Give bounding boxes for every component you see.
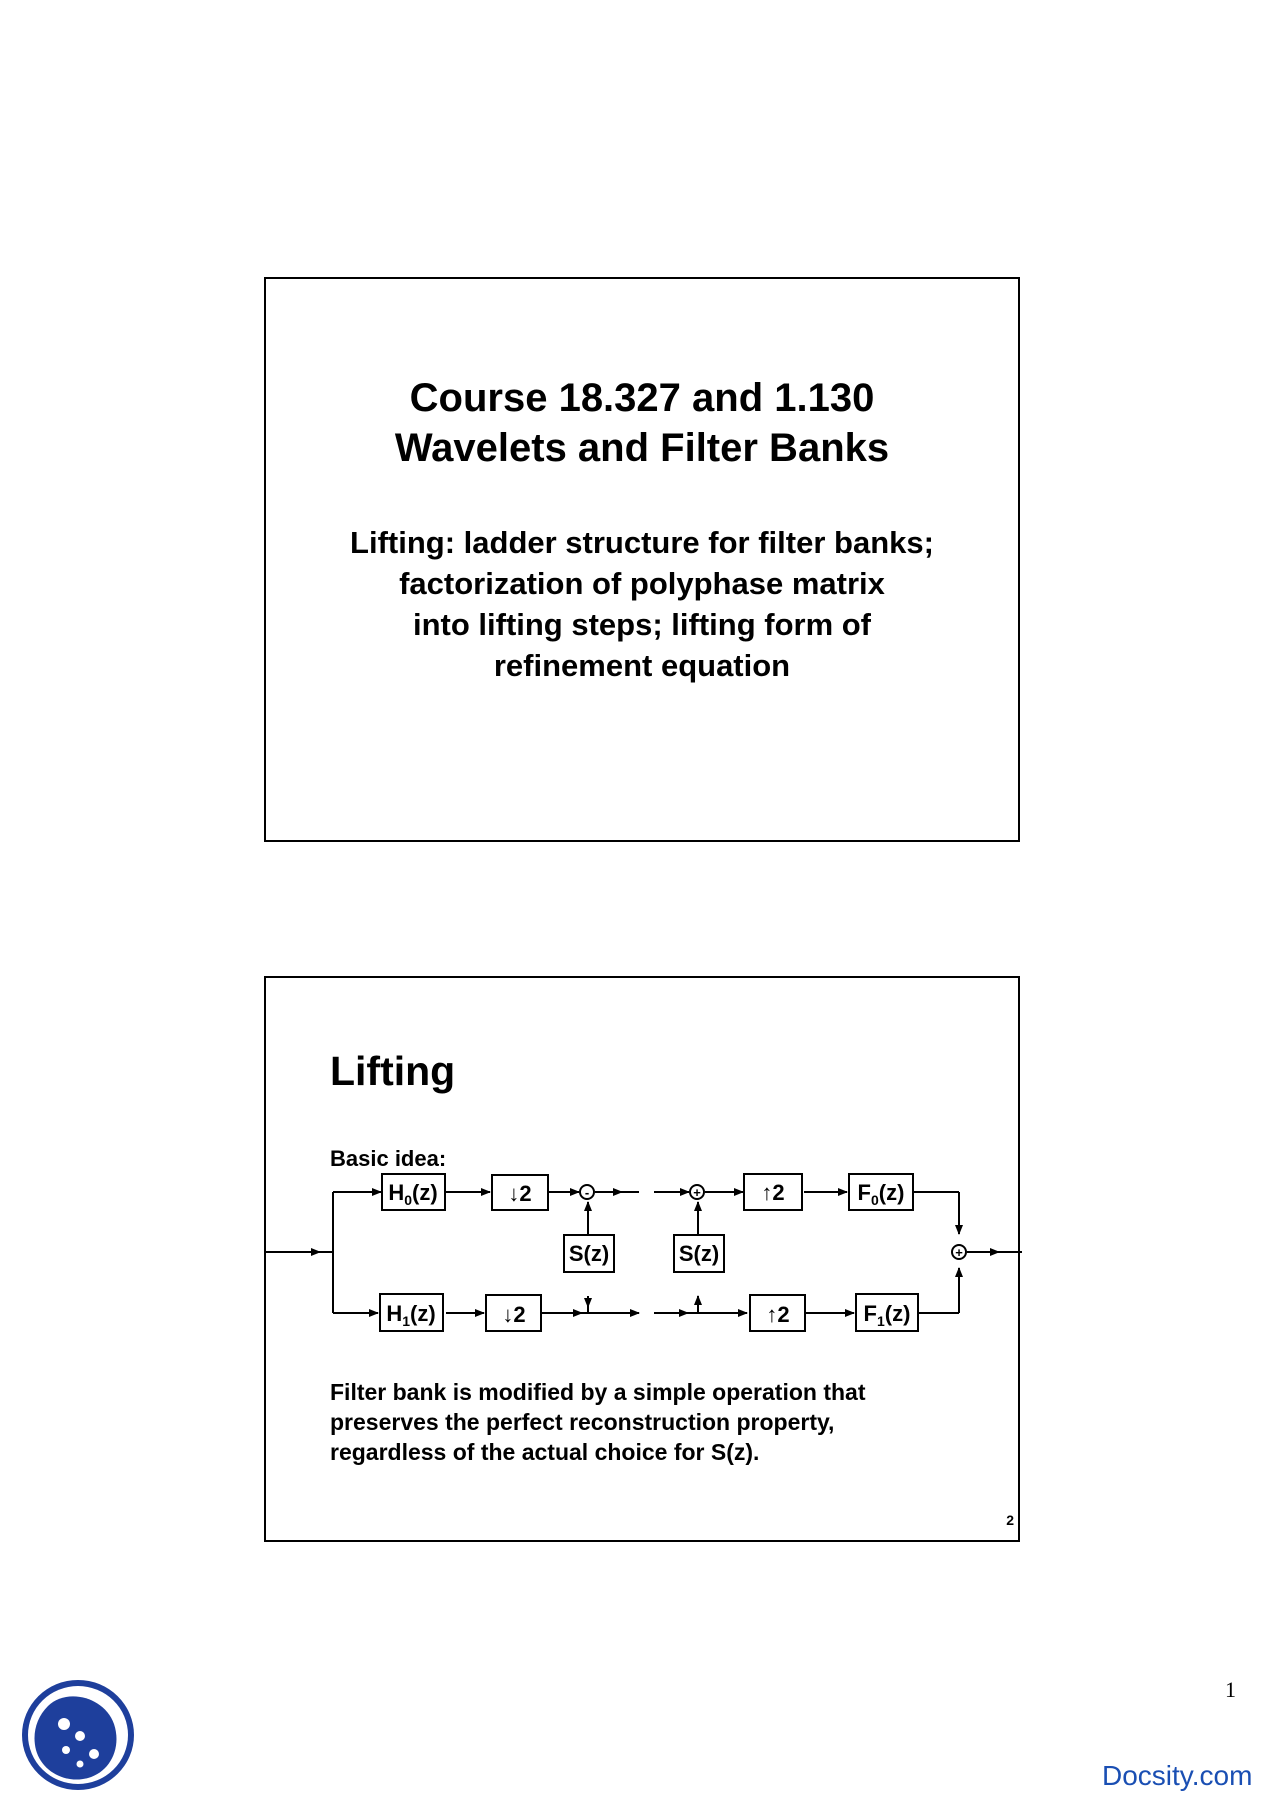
downsample-top-label: ↓2 [508,1181,532,1206]
h0-label: $H_0(z)$ [388,1180,438,1208]
s-left-label: S(z) [568,1241,610,1266]
lecture-topic [266,522,1018,686]
basic-idea-label: Basic idea: [330,1146,447,1171]
desc-line1: Filter bank is modified by a simple operation that [330,1379,866,1405]
desc-line3: regardless of the actual choice for S(z). [330,1439,760,1465]
slide-description [330,1377,970,1467]
course-title-line2: Wavelets and Filter Banks [394,426,890,470]
sum-output-sign: + [955,1245,963,1260]
course-title-line1: Course 18.327 and 1.130 [409,376,875,420]
f1-label: $F_1(z)$ [863,1301,911,1329]
s-right-label: S(z) [678,1241,720,1266]
topic-line2: factorization of polyphase matrix [399,566,885,601]
brand-link[interactable]: Docsity.com [1102,1760,1253,1791]
topic-line4: refinement equation [493,648,791,683]
docsity-logo-icon [18,1676,138,1794]
downsample-bottom-label: ↓2 [502,1302,526,1327]
h1-label: $H_1(z)$ [386,1301,436,1329]
page-number: 1 [1225,1677,1236,1702]
slide-title [264,277,1020,842]
topic-line3: into lifting steps; lifting form of [412,607,872,642]
sum-minus-sign: - [584,1185,590,1200]
topic-line1: Lifting: ladder structure for filter banks; [350,525,934,560]
desc-line2: preserves the perfect reconstruction property, [330,1409,835,1435]
sum-plus-sign: + [693,1185,701,1200]
slide-heading: Lifting [330,1048,456,1094]
f0-label: $F_0(z)$ [857,1180,905,1208]
upsample-bottom-label: ↑2 [766,1302,790,1327]
lifting-block-diagram [264,976,1024,1376]
upsample-top-label: ↑2 [761,1180,785,1205]
slide-number: 2 [1006,1512,1014,1528]
course-title [266,373,1018,473]
